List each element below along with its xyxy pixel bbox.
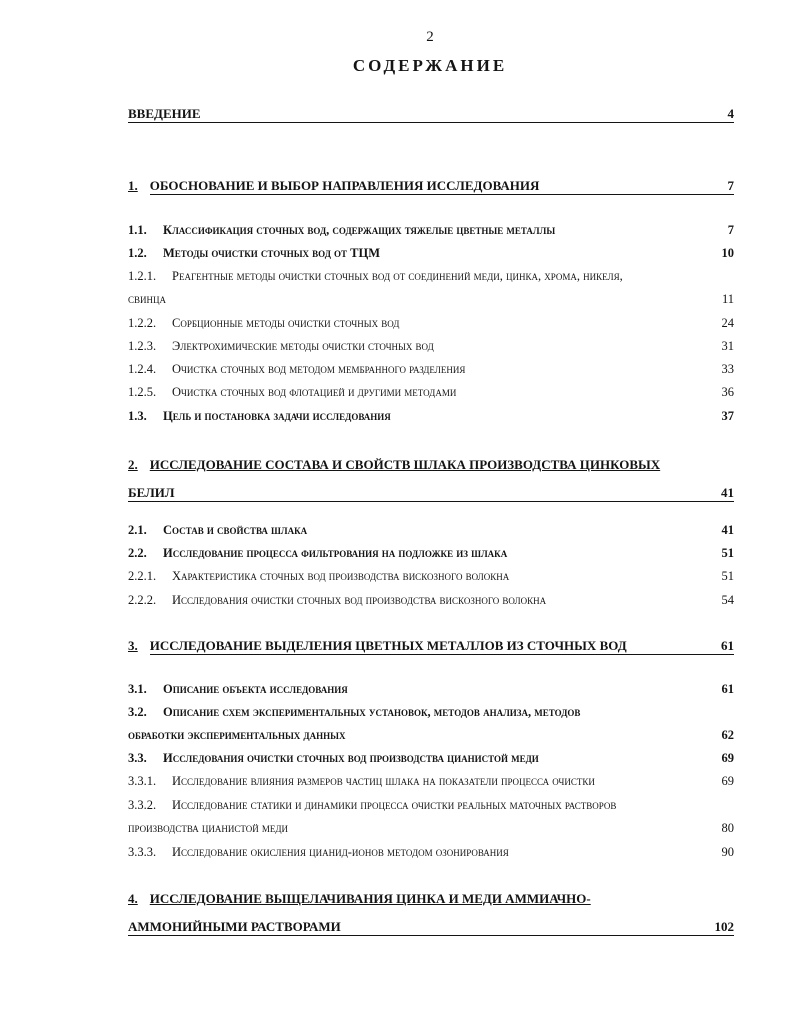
section-number: 2.2. bbox=[128, 546, 147, 560]
subsection-page: 24 bbox=[721, 316, 734, 330]
page-number: 2 bbox=[426, 29, 434, 45]
toc-subsection-3-3-3 bbox=[128, 841, 734, 864]
section-page: 41 bbox=[721, 523, 734, 537]
toc-section-3-2 bbox=[128, 701, 734, 747]
chapter-page: 7 bbox=[710, 178, 734, 195]
chapter-number: 3. bbox=[128, 638, 138, 653]
chapter-title: ИССЛЕДОВАНИЕ ВЫДЕЛЕНИЯ ЦВЕТНЫХ МЕТАЛЛОВ ИЗ СТОЧНЫХ ВОД bbox=[150, 638, 710, 655]
chapter-number: 4. bbox=[128, 891, 138, 906]
section-number: 1.1. bbox=[128, 223, 147, 237]
section-title: Исследования очистки сточных вод производства цианистой меди bbox=[163, 751, 539, 765]
chapter-number: 2. bbox=[128, 457, 138, 472]
subsection-page: 33 bbox=[721, 362, 734, 376]
toc-intro-page: 4 bbox=[710, 106, 734, 123]
section-title: Состав и свойства шлака bbox=[163, 523, 308, 537]
subsection-title: Очистка сточных вод методом мембранного разделения bbox=[172, 362, 466, 376]
subsection-title: Исследование статики и динамики процесса очистки реальных маточных растворов bbox=[172, 798, 617, 812]
subsection-number: 1.2.1. bbox=[128, 269, 157, 283]
toc-subsection-1-2-3 bbox=[128, 335, 734, 358]
subsection-title: Характеристика сточных вод производства вискозного волокна bbox=[172, 569, 510, 583]
section-title: Описание объекта исследования bbox=[163, 682, 348, 696]
chapter-title: ИССЛЕДОВАНИЕ ВЫЩЕЛАЧИВАНИЯ ЦИНКА И МЕДИ АММИАЧНО- bbox=[149, 891, 591, 906]
subsection-title: Электрохимические методы очистки сточных вод bbox=[172, 339, 434, 353]
subsection-title-continued: производства цианистой меди bbox=[128, 821, 289, 835]
section-number: 3.2. bbox=[128, 705, 147, 719]
toc-chapter-1 bbox=[128, 174, 734, 206]
subsection-page: 80 bbox=[721, 821, 734, 835]
toc-subsection-1-2-5 bbox=[128, 381, 734, 404]
toc-subsection-2-2-2 bbox=[128, 589, 734, 612]
subsection-page: 51 bbox=[721, 569, 734, 583]
toc-chapter-3 bbox=[128, 634, 734, 666]
section-page: 51 bbox=[721, 546, 734, 560]
subsection-number: 2.2.2. bbox=[128, 593, 157, 607]
subsection-page: 31 bbox=[721, 339, 734, 353]
subsection-title: Исследования очистки сточных вод производства вискозного волокна bbox=[172, 593, 547, 607]
section-number: 3.3. bbox=[128, 751, 147, 765]
section-title: Методы очистки сточных вод от ТЦМ bbox=[163, 246, 381, 260]
subsection-number: 1.2.5. bbox=[128, 385, 157, 399]
subsection-number: 1.2.3. bbox=[128, 339, 157, 353]
section-title: Классификация сточных вод, содержащих тяжелые цветные металлы bbox=[163, 223, 556, 237]
chapter-title-continued: БЕЛИЛ bbox=[128, 485, 710, 502]
page-title: СОДЕРЖАНИЕ bbox=[352, 56, 508, 75]
section-page: 69 bbox=[721, 751, 734, 765]
section-page: 62 bbox=[721, 728, 734, 742]
subsection-number: 1.2.2. bbox=[128, 316, 157, 330]
section-title: Исследование процесса фильтрования на подложке из шлака bbox=[163, 546, 508, 560]
section-page: 37 bbox=[721, 409, 734, 423]
section-number: 3.1. bbox=[128, 682, 147, 696]
toc-chapter-2 bbox=[128, 453, 734, 511]
subsection-number: 3.3.3. bbox=[128, 845, 157, 859]
toc-section-1-2 bbox=[128, 242, 734, 265]
section-title: Цель и постановка задачи исследования bbox=[163, 409, 391, 423]
toc-chapter-4 bbox=[128, 887, 734, 945]
chapter-page: 41 bbox=[710, 485, 734, 502]
chapter-page: 102 bbox=[710, 919, 734, 936]
toc-subsection-3-3-2 bbox=[128, 794, 734, 840]
section-page: 10 bbox=[721, 246, 734, 260]
section-number: 2.1. bbox=[128, 523, 147, 537]
toc-section-3-3 bbox=[128, 747, 734, 770]
section-number: 1.3. bbox=[128, 409, 147, 423]
subsection-title: Исследование окисления цианид-ионов методом озонирования bbox=[172, 845, 509, 859]
toc-subsection-2-2-1 bbox=[128, 565, 734, 588]
subsection-number: 3.3.1. bbox=[128, 774, 157, 788]
toc-section-1-1 bbox=[128, 219, 734, 242]
subsection-title: Реагентные методы очистки сточных вод от соединений меди, цинка, хрома, никеля, bbox=[172, 269, 623, 283]
toc-intro-title: ВВЕДЕНИЕ bbox=[128, 106, 710, 123]
toc-section-2-2 bbox=[128, 542, 734, 565]
chapter-title: ОБОСНОВАНИЕ И ВЫБОР НАПРАВЛЕНИЯ ИССЛЕДОВАНИЯ bbox=[150, 178, 710, 195]
subsection-title-continued: свинца bbox=[128, 292, 167, 306]
toc-subsection-1-2-1 bbox=[128, 265, 734, 311]
toc-subsection-1-2-4 bbox=[128, 358, 734, 381]
subsection-page: 36 bbox=[721, 385, 734, 399]
section-page: 61 bbox=[721, 682, 734, 696]
subsection-title: Сорбционные методы очистки сточных вод bbox=[172, 316, 400, 330]
toc-subsection-3-3-1 bbox=[128, 770, 734, 793]
subsection-title: Очистка сточных вод флотацией и другими методами bbox=[172, 385, 457, 399]
toc-section-3-1 bbox=[128, 678, 734, 701]
chapter-title-continued: АММОНИЙНЫМИ РАСТВОРАМИ bbox=[128, 919, 710, 936]
section-number: 1.2. bbox=[128, 246, 147, 260]
subsection-page: 11 bbox=[721, 292, 734, 306]
section-title: Описание схем экспериментальных установок, методов анализа, методов bbox=[163, 705, 581, 719]
chapter-page: 61 bbox=[710, 638, 734, 655]
subsection-page: 90 bbox=[721, 845, 734, 859]
subsection-number: 3.3.2. bbox=[128, 798, 157, 812]
subsection-number: 2.2.1. bbox=[128, 569, 157, 583]
toc-intro bbox=[128, 106, 734, 132]
chapter-number: 1. bbox=[128, 178, 138, 193]
section-title-continued: обработки экспериментальных данных bbox=[128, 728, 346, 742]
toc-section-1-3 bbox=[128, 405, 734, 428]
chapter-title: ИССЛЕДОВАНИЕ СОСТАВА И СВОЙСТВ ШЛАКА ПРОИЗВОДСТВА ЦИНКОВЫХ bbox=[149, 457, 661, 472]
subsection-page: 54 bbox=[721, 593, 734, 607]
toc-subsection-1-2-2 bbox=[128, 312, 734, 335]
toc-section-2-1 bbox=[128, 519, 734, 542]
section-page: 7 bbox=[727, 223, 734, 237]
subsection-number: 1.2.4. bbox=[128, 362, 157, 376]
subsection-title: Исследование влияния размеров частиц шлака на показатели процесса очистки bbox=[172, 774, 595, 788]
subsection-page: 69 bbox=[721, 774, 734, 788]
